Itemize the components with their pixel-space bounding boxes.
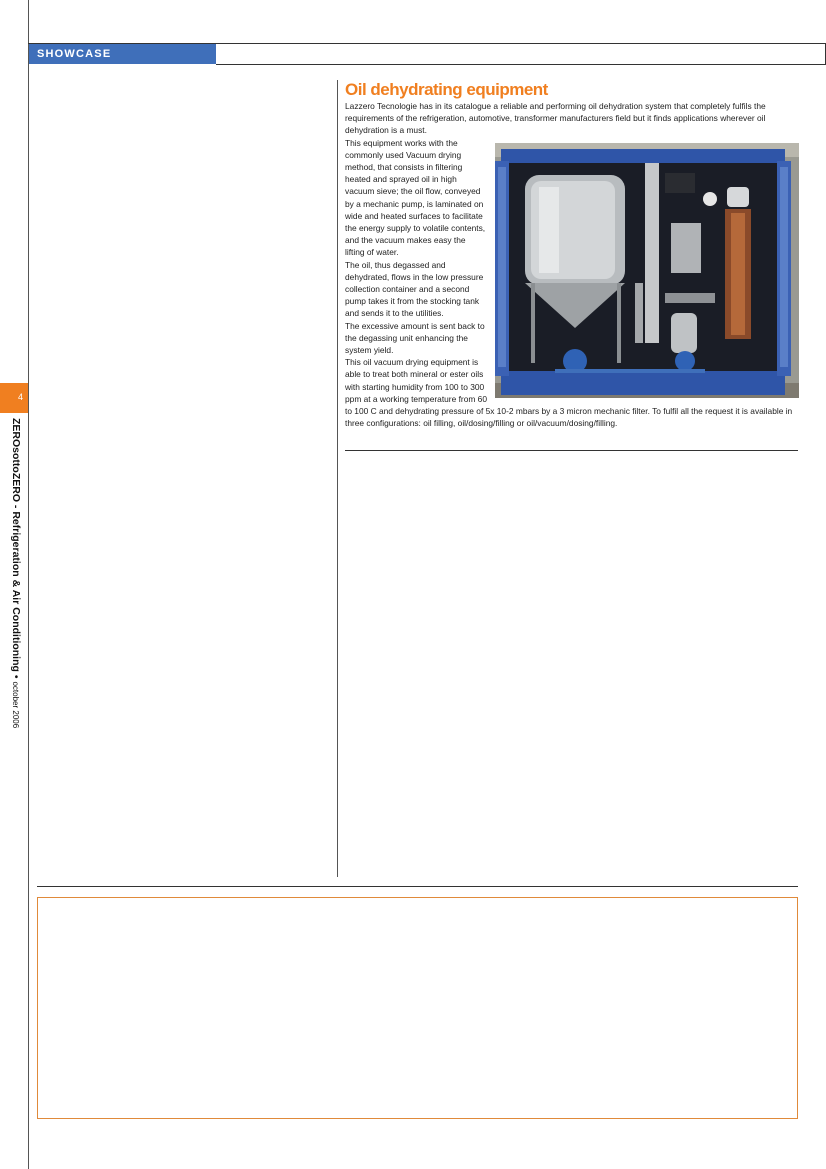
- bottom-rule: [37, 886, 798, 887]
- column-divider: [337, 80, 338, 877]
- header-rule-lower: [216, 64, 826, 65]
- oil-dehydrating-unit-image: [495, 143, 799, 398]
- article-title: Oil dehydrating equipment: [345, 80, 548, 99]
- issue-date: october 2006: [11, 681, 20, 729]
- paragraph-intro: Lazzero Tecnologie has in its catalogue a reliable and performing oil dehydration system that completely fulfils the requirements of the refrigeration, automotive, transformer manufacturers field but it finds applications wherever oil dehydration is a must.: [345, 101, 766, 136]
- section-label: SHOWCASE: [29, 44, 216, 64]
- magazine-running-head: [10, 418, 22, 728]
- paragraph-method: This equipment works with the commonly used Vacuum drying method, that consists in filtering heated and sprayed oil in high vacuum sieve; the oil flow, conveyed by a mechanic pump, is laminated on wide and heated surfaces to facilitate the energy supply to volatile contents, and the vacuum makes easy the lifting of water.: [345, 137, 486, 258]
- separator-bullet: •: [10, 674, 22, 679]
- page-number: 4: [0, 383, 28, 413]
- paragraph-collection: The oil, thus degassed and dehydrated, flows in the low pressure collection container and a second pump takes it from the stocking tank and sends it to the utilities.: [345, 259, 484, 319]
- paragraph-specs: This oil vacuum drying equipment is able to treat both mineral or ester oils with starting humidity from 100 to 300 ppm at a working temperature from 60 to 100 C and dehydrating pressure of 5x 10-2 mbars by a 3 micron mechanic filter. To fulfil all the request it is available in three configurations: oil filling, oil/dosing/filling or oil/vacuum/dosing/filling.: [345, 357, 793, 429]
- article-body: [345, 100, 799, 429]
- page-margin-line: [28, 0, 29, 1169]
- article-end-rule: [345, 450, 798, 451]
- magazine-title: ZEROsottoZERO - Refrigeration & Air Conditioning: [10, 418, 22, 672]
- paragraph-excess: The excessive amount is sent back to the degassing unit enhancing the system yield.: [345, 320, 485, 356]
- advertisement-frame: [37, 897, 798, 1119]
- equipment-photo: [495, 143, 799, 398]
